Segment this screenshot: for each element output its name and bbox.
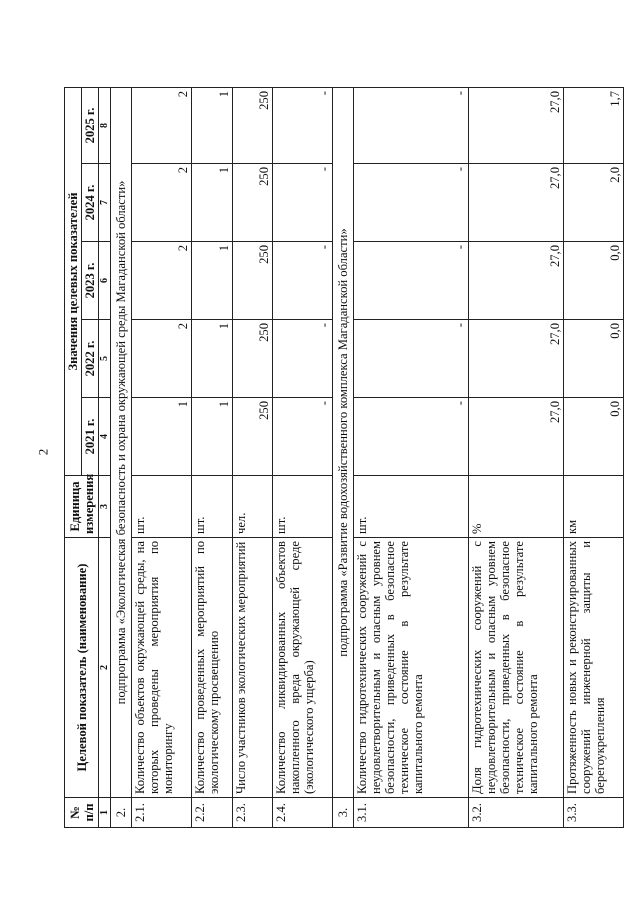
- column-index: 6: [99, 242, 111, 320]
- row-value: -: [354, 242, 469, 320]
- subprogram-title: подпрограмма «Развитие водохозяйственного комплекса Магаданской области»: [332, 88, 353, 798]
- row-num: 3.3.: [564, 798, 624, 828]
- column-index-row: [99, 88, 111, 828]
- header-unit: Единица измерения: [65, 476, 99, 538]
- row-value: 1: [132, 398, 192, 476]
- row-value: -: [354, 398, 469, 476]
- row-unit: %: [468, 476, 563, 538]
- row-num: 2.1.: [132, 798, 192, 828]
- row-name: Доля гидротехнических сооружений с неудовлетворительным и опасным уровнем безопасности, приведенных в безопасное техническое состояние в результате капитального ремонта: [468, 538, 563, 798]
- row-name: Количество гидротехнических сооружений с неудовлетворительным и опасным уровнем безопасности, приведенных в безопасное техническое состояние в результате капитального ремонта: [354, 538, 469, 798]
- header-year: 2021 г.: [82, 398, 99, 476]
- column-index: 1: [99, 798, 111, 828]
- row-unit: шт.: [192, 476, 233, 538]
- table-row: [564, 88, 624, 828]
- row-value: 1,7: [564, 88, 624, 164]
- row-value: 27,0: [468, 320, 563, 398]
- row-name: Число участников экологических мероприятий: [232, 538, 273, 798]
- subprogram-row: [111, 88, 132, 828]
- header-year: 2025 г.: [82, 88, 99, 164]
- row-value: 1: [192, 398, 233, 476]
- row-num: 2.4.: [273, 798, 333, 828]
- table-row: [132, 88, 192, 828]
- row-name: Количество объектов окружающей среды, на которых проведены мероприятия по мониторингу: [132, 538, 192, 798]
- row-unit: км: [564, 476, 624, 538]
- rotated-page: [64, 88, 624, 828]
- indicators-table: [64, 87, 624, 828]
- row-value: -: [354, 88, 469, 164]
- header-row-1: [65, 88, 82, 828]
- row-value: 250: [232, 242, 273, 320]
- row-value: 1: [192, 88, 233, 164]
- row-value: 2: [132, 88, 192, 164]
- table-row: [232, 88, 273, 828]
- column-index: 8: [99, 88, 111, 164]
- row-value: 27,0: [468, 164, 563, 242]
- header-num: № п/п: [65, 798, 99, 828]
- row-value: 0,0: [564, 320, 624, 398]
- row-value: 27,0: [468, 398, 563, 476]
- subprogram-title: подпрограмма «Экологическая безопасность и охрана окружающей среды Магаданской области»: [111, 88, 132, 798]
- row-value: 250: [232, 398, 273, 476]
- column-index: 2: [99, 538, 111, 798]
- row-value: 1: [192, 164, 233, 242]
- row-value: 0,0: [564, 242, 624, 320]
- row-num: 2.2.: [192, 798, 233, 828]
- row-value: 2: [132, 164, 192, 242]
- row-name: Количество проведенных мероприятий по экологическому просвещению: [192, 538, 233, 798]
- column-index: 3: [99, 476, 111, 538]
- row-value: -: [273, 164, 333, 242]
- row-value: 2: [132, 320, 192, 398]
- column-index: 5: [99, 320, 111, 398]
- table-row: [468, 88, 563, 828]
- row-unit: шт.: [273, 476, 333, 538]
- page-number: 2: [35, 448, 51, 456]
- header-indicator: Целевой показатель (наименование): [65, 538, 99, 798]
- row-name: Протяженность новых и реконструированных сооружений инженерной защиты и берегоукрепления: [564, 538, 624, 798]
- table-row: [273, 88, 333, 828]
- column-index: 4: [99, 398, 111, 476]
- row-num: 3.2.: [468, 798, 563, 828]
- header-year: 2023 г.: [82, 242, 99, 320]
- row-value: -: [273, 398, 333, 476]
- row-value: 1: [192, 320, 233, 398]
- row-value: 27,0: [468, 88, 563, 164]
- row-num: 2.: [111, 798, 132, 828]
- row-unit: шт.: [132, 476, 192, 538]
- row-value: 2,0: [564, 164, 624, 242]
- column-index: 7: [99, 164, 111, 242]
- row-value: 1: [192, 242, 233, 320]
- row-unit: чел.: [232, 476, 273, 538]
- table-row: [354, 88, 469, 828]
- row-num: 3.: [332, 798, 353, 828]
- row-value: 2: [132, 242, 192, 320]
- table-row: [192, 88, 233, 828]
- row-value: -: [273, 242, 333, 320]
- row-value: -: [354, 320, 469, 398]
- subprogram-row: [332, 88, 353, 828]
- row-unit: шт.: [354, 476, 469, 538]
- header-year: 2022 г.: [82, 320, 99, 398]
- row-value: 250: [232, 164, 273, 242]
- row-num: 3.1.: [354, 798, 469, 828]
- row-name: Количество ликвидированных объектов накопленного вреда окружающей среде (экологического ущерба): [273, 538, 333, 798]
- row-value: 0,0: [564, 398, 624, 476]
- row-value: 27,0: [468, 242, 563, 320]
- row-value: -: [273, 320, 333, 398]
- row-value: -: [354, 164, 469, 242]
- row-value: 250: [232, 320, 273, 398]
- row-value: 250: [232, 88, 273, 164]
- header-values-group: Значения целевых показателей: [65, 88, 82, 476]
- header-year: 2024 г.: [82, 164, 99, 242]
- row-value: -: [273, 88, 333, 164]
- row-num: 2.3.: [232, 798, 273, 828]
